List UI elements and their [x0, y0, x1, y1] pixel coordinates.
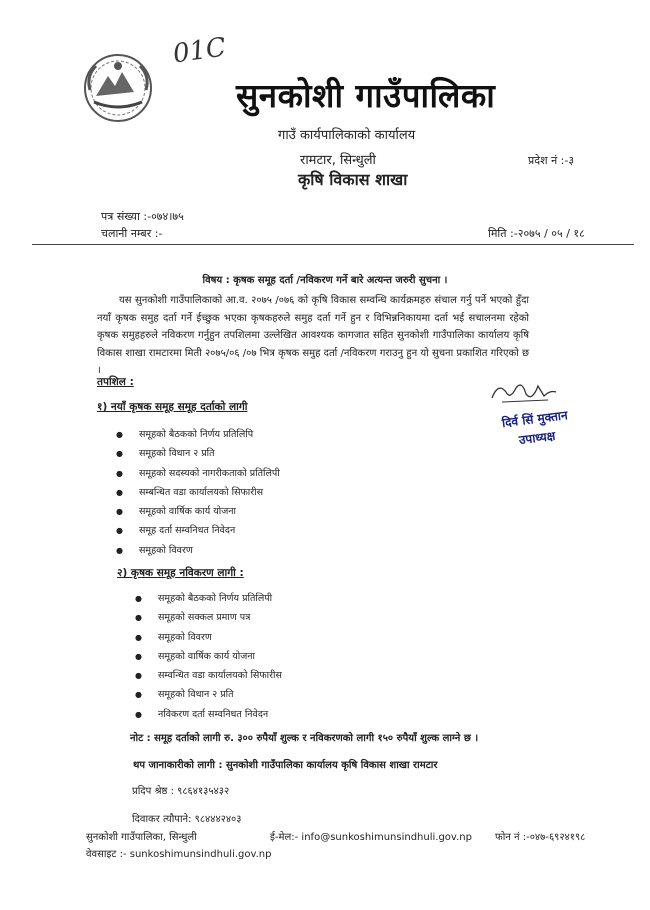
nepal-emblem-logo [82, 52, 154, 124]
list-item: ● समूहको बैठकको निर्णय प्रतिलिपी [135, 589, 282, 608]
dispatch-number: चलानी नम्बर :- [101, 227, 163, 240]
list-item: ● समूहको सक्कल प्रमाण पत्र [135, 608, 282, 627]
list-item: ● समूह दर्ता सम्वनिधत निवेदन [116, 521, 280, 540]
header-divider [32, 244, 634, 245]
section-name: कृषि विकास शाखा [298, 170, 408, 189]
signature-stamp [501, 406, 571, 452]
list-item: ● नविकरण दर्ता सम्वनिधत निवेदन [135, 705, 282, 724]
office-subtitle: गाउँ कार्यपालिकाको कार्यालय [278, 128, 416, 143]
ref-number: पत्र संख्या :-०७४।७५ [101, 210, 184, 223]
signature-scribble [488, 378, 558, 412]
signature-title: उपाध्यक्ष [518, 428, 557, 448]
section1-title: १) नयाँ कृषक समूह समूह दर्ताको लागी [97, 401, 248, 413]
section1-list [116, 425, 280, 560]
location: रामटार, सिन्धुली [300, 153, 376, 168]
fee-note: नोट : समूह दर्ताको लागी रु. ३०० रुपैयाँ शुल्क र नविकरणको लागी १५० रुपैयाँ शुल्क लाग्ने छ । [130, 733, 479, 744]
list-item: ● समूहको वार्षिक कार्य योजना [116, 502, 280, 521]
list-item: ● सम्बन्धित वडा कार्यालयको सिफारीस [116, 483, 280, 502]
tapsil-heading: तपशिल : [97, 376, 134, 388]
footer-phone: फोन नं :-०४७-६९२४१९८ [495, 832, 586, 843]
list-item: ● समूहको विवरण [135, 628, 282, 647]
handwritten-mark: 01C [171, 32, 228, 70]
office-name: सुनकोशी गाउँपालिका [236, 76, 496, 115]
letter-date: मिति :-२०७५ / ०५ / १८ [488, 227, 585, 240]
section2-list [135, 589, 282, 724]
list-item: ● समूहको विधान २ प्रति [135, 685, 282, 704]
footer-email[interactable]: ई-मेल:- info@sunkoshimunsindhuli.gov.np [270, 832, 472, 843]
list-item: ● समूहको विधान २ प्रति [116, 444, 280, 463]
body-paragraph: यस सुनकोशी गाउँपालिकाको आ.व. २०७५ /०७६ को कृषि विकास सम्वन्धि कार्यक्रमहरु संचाल गर्नु पर्ने भएको हुँदा नयाँ कृषक समुह दर्ता गर्ने ईच्छुक भएका कृषकहरुले समुह दर्ता गर्ने हुन र विभिन्ननिकायमा दर्ता भई सचालनमा रहेको कृषक समुहहरुले नविकरण गर्नुहुन तपशिलमा उल्लेखित आवश्यक कागजात सहित सुनकोशी गाउँपालिका कार्यालय कृषि विकास शाखा रामटारमा मिती २०७५/०६ /०७ भित्र कृषक समुह दर्ता /नविकरण गराउनु हुन यो सुचना प्रकाशित गरिएको छ । [97, 295, 529, 376]
contact-person-2: दिवाकर त्यौपाने: ९८४४४२४०३ [132, 814, 242, 825]
footer-org: सुनकोशी गाउँपालिका, सिन्धुली [86, 832, 197, 843]
more-info: थप जानाकारीको लागी : सुनकोशी गाउँपालिका कार्यालय कृषि विकास शाखा रामटार [133, 760, 438, 771]
subject-line: विषय : कृषक समूह दर्ता /नविकरण गर्ने बारे अत्यन्त जरुरी सुचना । [202, 275, 448, 286]
list-item: ● समूहको बैठकको निर्णय प्रतिलिपि [116, 425, 280, 444]
province-label: प्रदेश नं :-३ [528, 154, 575, 167]
list-item: ● समूहको सदस्यको नागरीकताको प्रतिलिपी [116, 464, 280, 483]
list-item: ● सम्वन्धित वडा कार्यालयको सिफारीस [135, 666, 282, 685]
list-item: ● समूहको वार्षिक कार्य योजना [135, 647, 282, 666]
list-item: ● समूहको विवरण [116, 541, 280, 560]
section2-title: २) कृषक समूह नविकरण लागी : [117, 567, 244, 579]
contact-person-1: प्रदिप श्रेष्ठ : ९८६४१३५४३२ [132, 786, 230, 797]
footer-website[interactable]: वेवसाइट :- sunkoshimunsindhuli.gov.np [86, 849, 272, 860]
signature-name: दिर्व सिं मुक्तान [501, 408, 569, 431]
